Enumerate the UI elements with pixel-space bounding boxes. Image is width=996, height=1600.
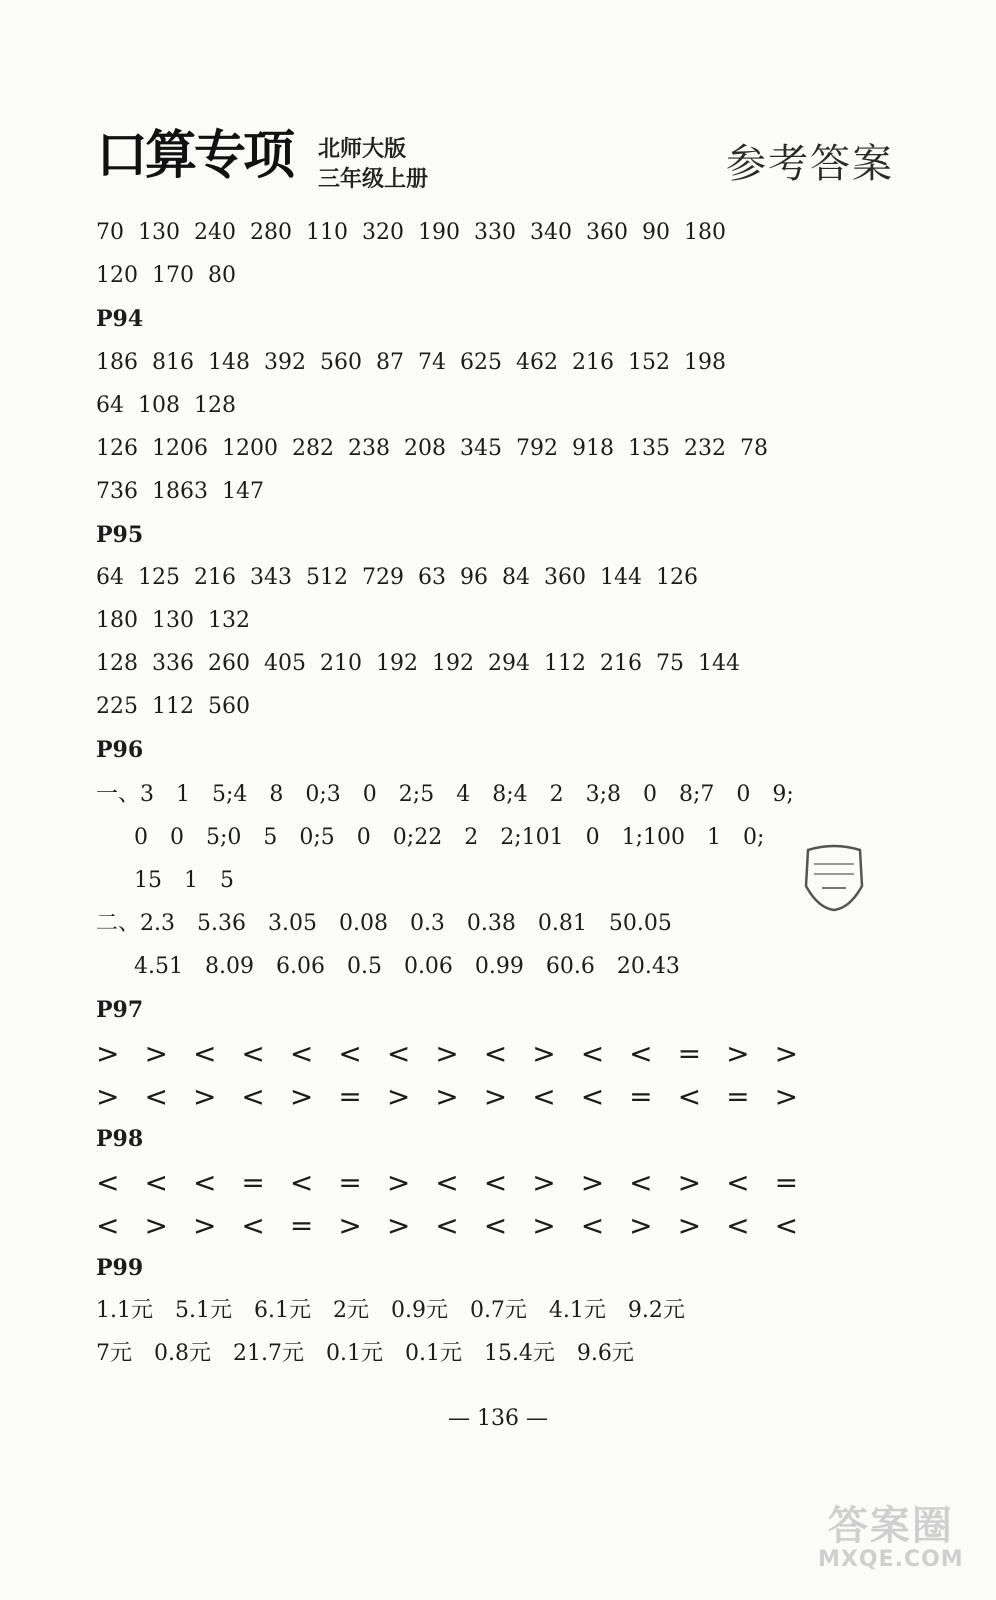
answer-item: 282	[292, 436, 334, 461]
answer-line	[96, 610, 264, 632]
answer-item: 560	[320, 350, 362, 375]
answer-item: =	[677, 1037, 702, 1070]
answer-item: >	[435, 1080, 459, 1113]
answer-item: 729	[362, 565, 404, 590]
answer-item: 918	[572, 436, 614, 461]
answer-item: 96	[460, 565, 488, 590]
answer-item: <	[580, 1080, 605, 1113]
answer-line	[96, 395, 250, 417]
answer-line	[96, 1080, 823, 1113]
answer-item: 345	[460, 436, 502, 461]
answer-item: 260	[208, 651, 250, 676]
answer-item: >	[338, 1209, 362, 1242]
answer-item: =	[338, 1166, 362, 1199]
answer-item: 216	[600, 651, 642, 676]
answer-line: 0 0 5;0 5 0;5 0 0;22 2 2;101 0 1;100 1 0;	[134, 825, 765, 850]
answer-item: <	[96, 1166, 120, 1199]
answer-item: 126	[96, 436, 138, 461]
answer-item: 625	[460, 350, 502, 375]
answer-item: <	[435, 1209, 459, 1242]
answer-item: 120	[96, 263, 138, 288]
answer-item: =	[289, 1209, 314, 1242]
answer-item: 336	[152, 651, 194, 676]
answer-item: >	[192, 1080, 217, 1113]
answer-item: 392	[264, 350, 306, 375]
answer-item: 180	[684, 220, 726, 245]
answer-item: >	[580, 1166, 605, 1199]
answer-item: <	[532, 1080, 556, 1113]
answer-item: 1200	[222, 436, 278, 461]
answer-item: 130	[152, 608, 194, 633]
section-heading-p95: P95	[96, 522, 144, 548]
answer-item: 736	[96, 479, 138, 504]
answer-item: 70	[96, 220, 124, 245]
answer-item: 192	[432, 651, 474, 676]
answer-item: <	[241, 1080, 265, 1113]
answer-item: >	[677, 1209, 702, 1242]
answer-line: 一、3 1 5;4 8 0;3 0 2;5 4 8;4 2 3;8 0 8;7 0 9;	[96, 782, 794, 807]
answer-line: 15 1 5	[134, 868, 234, 893]
answer-item: <	[386, 1037, 411, 1070]
book-logo: 口算专项	[96, 126, 293, 186]
answer-item: 147	[222, 479, 264, 504]
answer-item: 78	[740, 436, 768, 461]
answer-item: 112	[544, 651, 586, 676]
site-watermark	[818, 1504, 964, 1572]
answer-item: <	[192, 1037, 217, 1070]
answer-item: <	[144, 1166, 168, 1199]
answer-item: <	[483, 1166, 508, 1199]
answer-line	[96, 481, 278, 503]
answer-item: 210	[320, 651, 362, 676]
answer-item: <	[726, 1166, 750, 1199]
answer-item: <	[629, 1037, 653, 1070]
answer-item: >	[192, 1209, 217, 1242]
section-heading-p94: P94	[96, 306, 144, 332]
answer-item: 560	[208, 694, 250, 719]
answer-item: 190	[418, 220, 460, 245]
answer-item: >	[96, 1080, 120, 1113]
answer-item: 792	[516, 436, 558, 461]
answer-item: <	[580, 1209, 605, 1242]
answer-item: <	[241, 1037, 265, 1070]
answer-item: >	[386, 1209, 411, 1242]
answer-item: 1206	[152, 436, 208, 461]
answer-item: 208	[404, 436, 446, 461]
answer-line	[96, 1037, 823, 1070]
answer-item: 128	[194, 393, 236, 418]
answer-item: >	[144, 1037, 168, 1070]
answer-item: 192	[376, 651, 418, 676]
answer-item: 405	[264, 651, 306, 676]
answer-item: >	[386, 1166, 411, 1199]
answer-item: 90	[642, 220, 670, 245]
section-heading-p97: P97	[96, 997, 144, 1023]
answer-item: 816	[152, 350, 194, 375]
answer-item: =	[774, 1166, 799, 1199]
answer-line	[96, 696, 264, 718]
answer-item: 238	[348, 436, 390, 461]
answer-item: 152	[628, 350, 670, 375]
answer-item: 1863	[152, 479, 208, 504]
answer-item: 294	[488, 651, 530, 676]
page-number: — 136 —	[448, 1406, 548, 1431]
answer-line	[96, 1209, 823, 1242]
answer-line: 7元 0.8元 21.7元 0.1元 0.1元 15.4元 9.6元	[96, 1341, 634, 1366]
answer-item: 216	[194, 565, 236, 590]
edition-grade: 三年级上册	[318, 166, 429, 192]
watermark-logo-text: 答案圈	[827, 1503, 954, 1549]
answer-item: <	[435, 1166, 459, 1199]
answer-item: <	[289, 1037, 314, 1070]
answer-item: 225	[96, 694, 138, 719]
answer-item: 108	[138, 393, 180, 418]
answer-item: 130	[138, 220, 180, 245]
answer-key-title: 参考答案	[726, 141, 894, 187]
answer-item: 512	[306, 565, 348, 590]
answer-item: 64	[96, 565, 124, 590]
answer-item: 343	[250, 565, 292, 590]
answer-item: 144	[698, 651, 740, 676]
answer-item: <	[483, 1037, 508, 1070]
answer-item: <	[289, 1166, 314, 1199]
answer-line	[96, 222, 740, 244]
answer-item: <	[338, 1037, 362, 1070]
answer-item: >	[483, 1080, 508, 1113]
answer-item: 110	[306, 220, 348, 245]
answer-item: 148	[208, 350, 250, 375]
answer-item: 360	[544, 565, 586, 590]
edition-publisher: 北师大版	[318, 137, 407, 162]
answer-item: >	[532, 1037, 556, 1070]
answer-line	[96, 352, 740, 374]
answer-item: <	[677, 1080, 702, 1113]
answer-item: >	[629, 1209, 653, 1242]
answer-item: 126	[656, 565, 698, 590]
answer-item: >	[532, 1209, 556, 1242]
answer-item: 135	[628, 436, 670, 461]
answer-item: 330	[474, 220, 516, 245]
answer-item: 198	[684, 350, 726, 375]
answer-item: >	[532, 1166, 556, 1199]
answer-line	[96, 653, 754, 675]
answer-item: >	[774, 1080, 799, 1113]
answer-item: <	[726, 1209, 750, 1242]
answer-item: >	[435, 1037, 459, 1070]
answer-item: <	[241, 1209, 265, 1242]
section-heading-p98: P98	[96, 1126, 144, 1152]
answer-line	[96, 567, 712, 589]
answer-item: 216	[572, 350, 614, 375]
answer-item: <	[483, 1209, 508, 1242]
answer-item: <	[144, 1080, 168, 1113]
answer-item: 112	[152, 694, 194, 719]
answer-item: =	[338, 1080, 362, 1113]
answer-item: =	[629, 1080, 653, 1113]
answer-item: >	[726, 1037, 750, 1070]
answer-item: 144	[600, 565, 642, 590]
answer-line: 1.1元 5.1元 6.1元 2元 0.9元 0.7元 4.1元 9.2元	[96, 1298, 685, 1323]
answer-item: <	[192, 1166, 217, 1199]
answer-line: 二、2.3 5.36 3.05 0.08 0.3 0.38 0.81 50.05	[96, 911, 672, 936]
answer-item: 360	[586, 220, 628, 245]
answer-item: 240	[194, 220, 236, 245]
answer-item: 320	[362, 220, 404, 245]
answer-item: 74	[418, 350, 446, 375]
answer-item: 132	[208, 608, 250, 633]
watermark-url: MXQE.COM	[818, 1547, 964, 1572]
book-edition	[318, 135, 428, 194]
answer-item: 80	[208, 263, 236, 288]
answer-item: 232	[684, 436, 726, 461]
answer-item: <	[629, 1166, 653, 1199]
answer-item: 340	[530, 220, 572, 245]
answer-item: <	[96, 1209, 120, 1242]
answer-item: 125	[138, 565, 180, 590]
answer-item: 128	[96, 651, 138, 676]
answer-item: >	[96, 1037, 120, 1070]
answer-item: 280	[250, 220, 292, 245]
answer-item: =	[241, 1166, 265, 1199]
answer-item: 64	[96, 393, 124, 418]
answer-line	[96, 1166, 823, 1199]
answer-item: <	[774, 1209, 799, 1242]
answer-item: >	[774, 1037, 799, 1070]
answer-line	[96, 438, 782, 460]
answer-item: >	[289, 1080, 314, 1113]
answer-item: >	[144, 1209, 168, 1242]
section-heading-p99: P99	[96, 1255, 144, 1281]
answer-item: 87	[376, 350, 404, 375]
answer-line: 4.51 8.09 6.06 0.5 0.06 0.99 60.6 20.43	[134, 954, 680, 979]
answer-item: 63	[418, 565, 446, 590]
answer-item: 180	[96, 608, 138, 633]
answer-line	[96, 265, 250, 287]
answer-item: =	[726, 1080, 750, 1113]
answer-item: >	[386, 1080, 411, 1113]
answer-item: 75	[656, 651, 684, 676]
answer-item: 462	[516, 350, 558, 375]
answer-item: 170	[152, 263, 194, 288]
seal-stamp-icon	[802, 842, 866, 912]
answer-item: 84	[502, 565, 530, 590]
answer-item: <	[580, 1037, 605, 1070]
answer-item: 186	[96, 350, 138, 375]
answer-item: >	[677, 1166, 702, 1199]
section-heading-p96: P96	[96, 737, 144, 763]
